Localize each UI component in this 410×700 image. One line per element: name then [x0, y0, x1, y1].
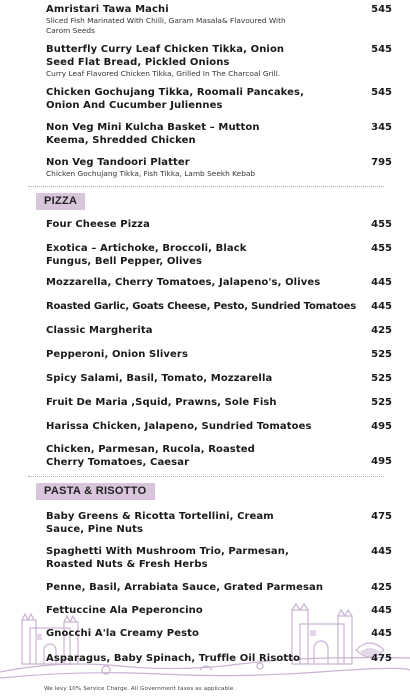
item-price: 425	[371, 582, 392, 593]
item-price: 495	[371, 421, 392, 432]
item-price: 345	[371, 122, 392, 133]
item-price: 445	[371, 605, 392, 616]
item-name: Pepperoni, Onion Slivers	[46, 349, 188, 360]
item-price: 525	[371, 373, 392, 384]
item-name: Four Cheese Pizza	[46, 219, 150, 230]
item-name: Fruit De Maria ,Squid, Prawns, Sole Fish	[46, 397, 277, 408]
item-name: Asparagus, Baby Spinach, Truffle Oil Risotto	[46, 653, 301, 664]
pasta-item	[46, 627, 396, 640]
item-price: 475	[371, 511, 392, 522]
pasta-item	[46, 545, 396, 571]
menu-item-butterfly-chicken-tikka	[46, 43, 396, 79]
item-price: 445	[371, 628, 392, 639]
item-name: Gnocchi A'la Creamy Pesto	[46, 628, 199, 639]
item-price: 525	[371, 397, 392, 408]
pizza-item	[46, 242, 396, 268]
item-price: 455	[371, 219, 392, 230]
section-title-pizza: PIZZA	[36, 193, 85, 210]
item-name: Mozzarella, Cherry Tomatoes, Jalapeno's, Olives	[46, 277, 321, 288]
item-price: 795	[371, 157, 392, 168]
section-divider	[28, 186, 384, 187]
item-price: 545	[371, 44, 392, 55]
menu-item-mini-kulcha-basket	[46, 121, 396, 147]
sandcastle-illustration	[0, 600, 410, 682]
item-price: 545	[371, 4, 392, 15]
item-name: Non Veg Tandoori Platter	[46, 157, 190, 168]
item-name: Butterfly Curry Leaf Chicken Tikka, Onion Seed Flat Bread, Pickled Onions	[46, 44, 285, 68]
item-price: 475	[371, 653, 392, 664]
item-description: Sliced Fish Marinated With Chilli, Garam Masala& Flavoured With Carom Seeds	[46, 16, 286, 35]
pasta-item	[46, 652, 396, 665]
item-price: 455	[371, 243, 392, 254]
item-name: Amristari Tawa Machi	[46, 4, 169, 15]
section-title-pasta-risotto: PASTA & RISOTTO	[36, 483, 155, 500]
pizza-item	[46, 276, 396, 289]
item-name: Classic Margherita	[46, 325, 153, 336]
pizza-item	[46, 443, 396, 469]
item-name: Spaghetti With Mushroom Trio, Parmesan, Roasted Nuts & Fresh Herbs	[46, 546, 289, 570]
pizza-item	[46, 218, 396, 231]
pizza-item	[46, 300, 396, 313]
pizza-item	[46, 420, 396, 433]
item-name: Chicken Gochujang Tikka, Roomali Pancakes, Onion And Cucumber Juliennes	[46, 87, 304, 111]
section-divider	[28, 476, 384, 477]
item-price: 445	[371, 277, 392, 288]
item-name: Chicken, Parmesan, Rucola, Roasted Cherry Tomatoes, Caesar	[46, 444, 255, 468]
pizza-item	[46, 372, 396, 385]
pizza-item	[46, 348, 396, 361]
item-price: 525	[371, 349, 392, 360]
pizza-item	[46, 396, 396, 409]
item-name: Penne, Basil, Arrabiata Sauce, Grated Parmesan	[46, 582, 324, 593]
pasta-item	[46, 581, 396, 594]
item-name: Fettuccine Ala Peperoncino	[46, 605, 203, 616]
service-charge-note: We levy 10% Service Charge. All Government taxes as applicable.	[44, 686, 236, 692]
item-name: Harissa Chicken, Jalapeno, Sundried Tomatoes	[46, 421, 312, 432]
pasta-item	[46, 510, 396, 536]
item-description: Chicken Gochujang Tikka, Fish Tikka, Lamb Seekh Kebab	[46, 169, 256, 178]
menu-item-amristari-tawa-machi	[46, 3, 396, 36]
item-price: 545	[371, 87, 392, 98]
item-price: 495	[371, 456, 392, 467]
item-name: Exotica – Artichoke, Broccoli, Black Fungus, Bell Pepper, Olives	[46, 243, 247, 267]
menu-item-chicken-gochujang-tikka	[46, 86, 396, 112]
pizza-item	[46, 324, 396, 337]
item-name: Non Veg Mini Kulcha Basket – Mutton Keema, Shredded Chicken	[46, 122, 260, 146]
item-name: Roasted Garlic, Goats Cheese, Pesto, Sundried Tomatoes	[46, 301, 356, 312]
item-name: Spicy Salami, Basil, Tomato, Mozzarella	[46, 373, 273, 384]
item-price: 445	[371, 546, 392, 557]
item-description: Curry Leaf Flavored Chicken Tikka, Grilled In The Charcoal Grill.	[46, 69, 281, 78]
item-name: Baby Greens & Ricotta Tortellini, Cream Sauce, Pine Nuts	[46, 511, 274, 535]
item-price: 445	[371, 301, 392, 312]
item-price: 425	[371, 325, 392, 336]
menu-item-tandoori-platter	[46, 156, 396, 179]
